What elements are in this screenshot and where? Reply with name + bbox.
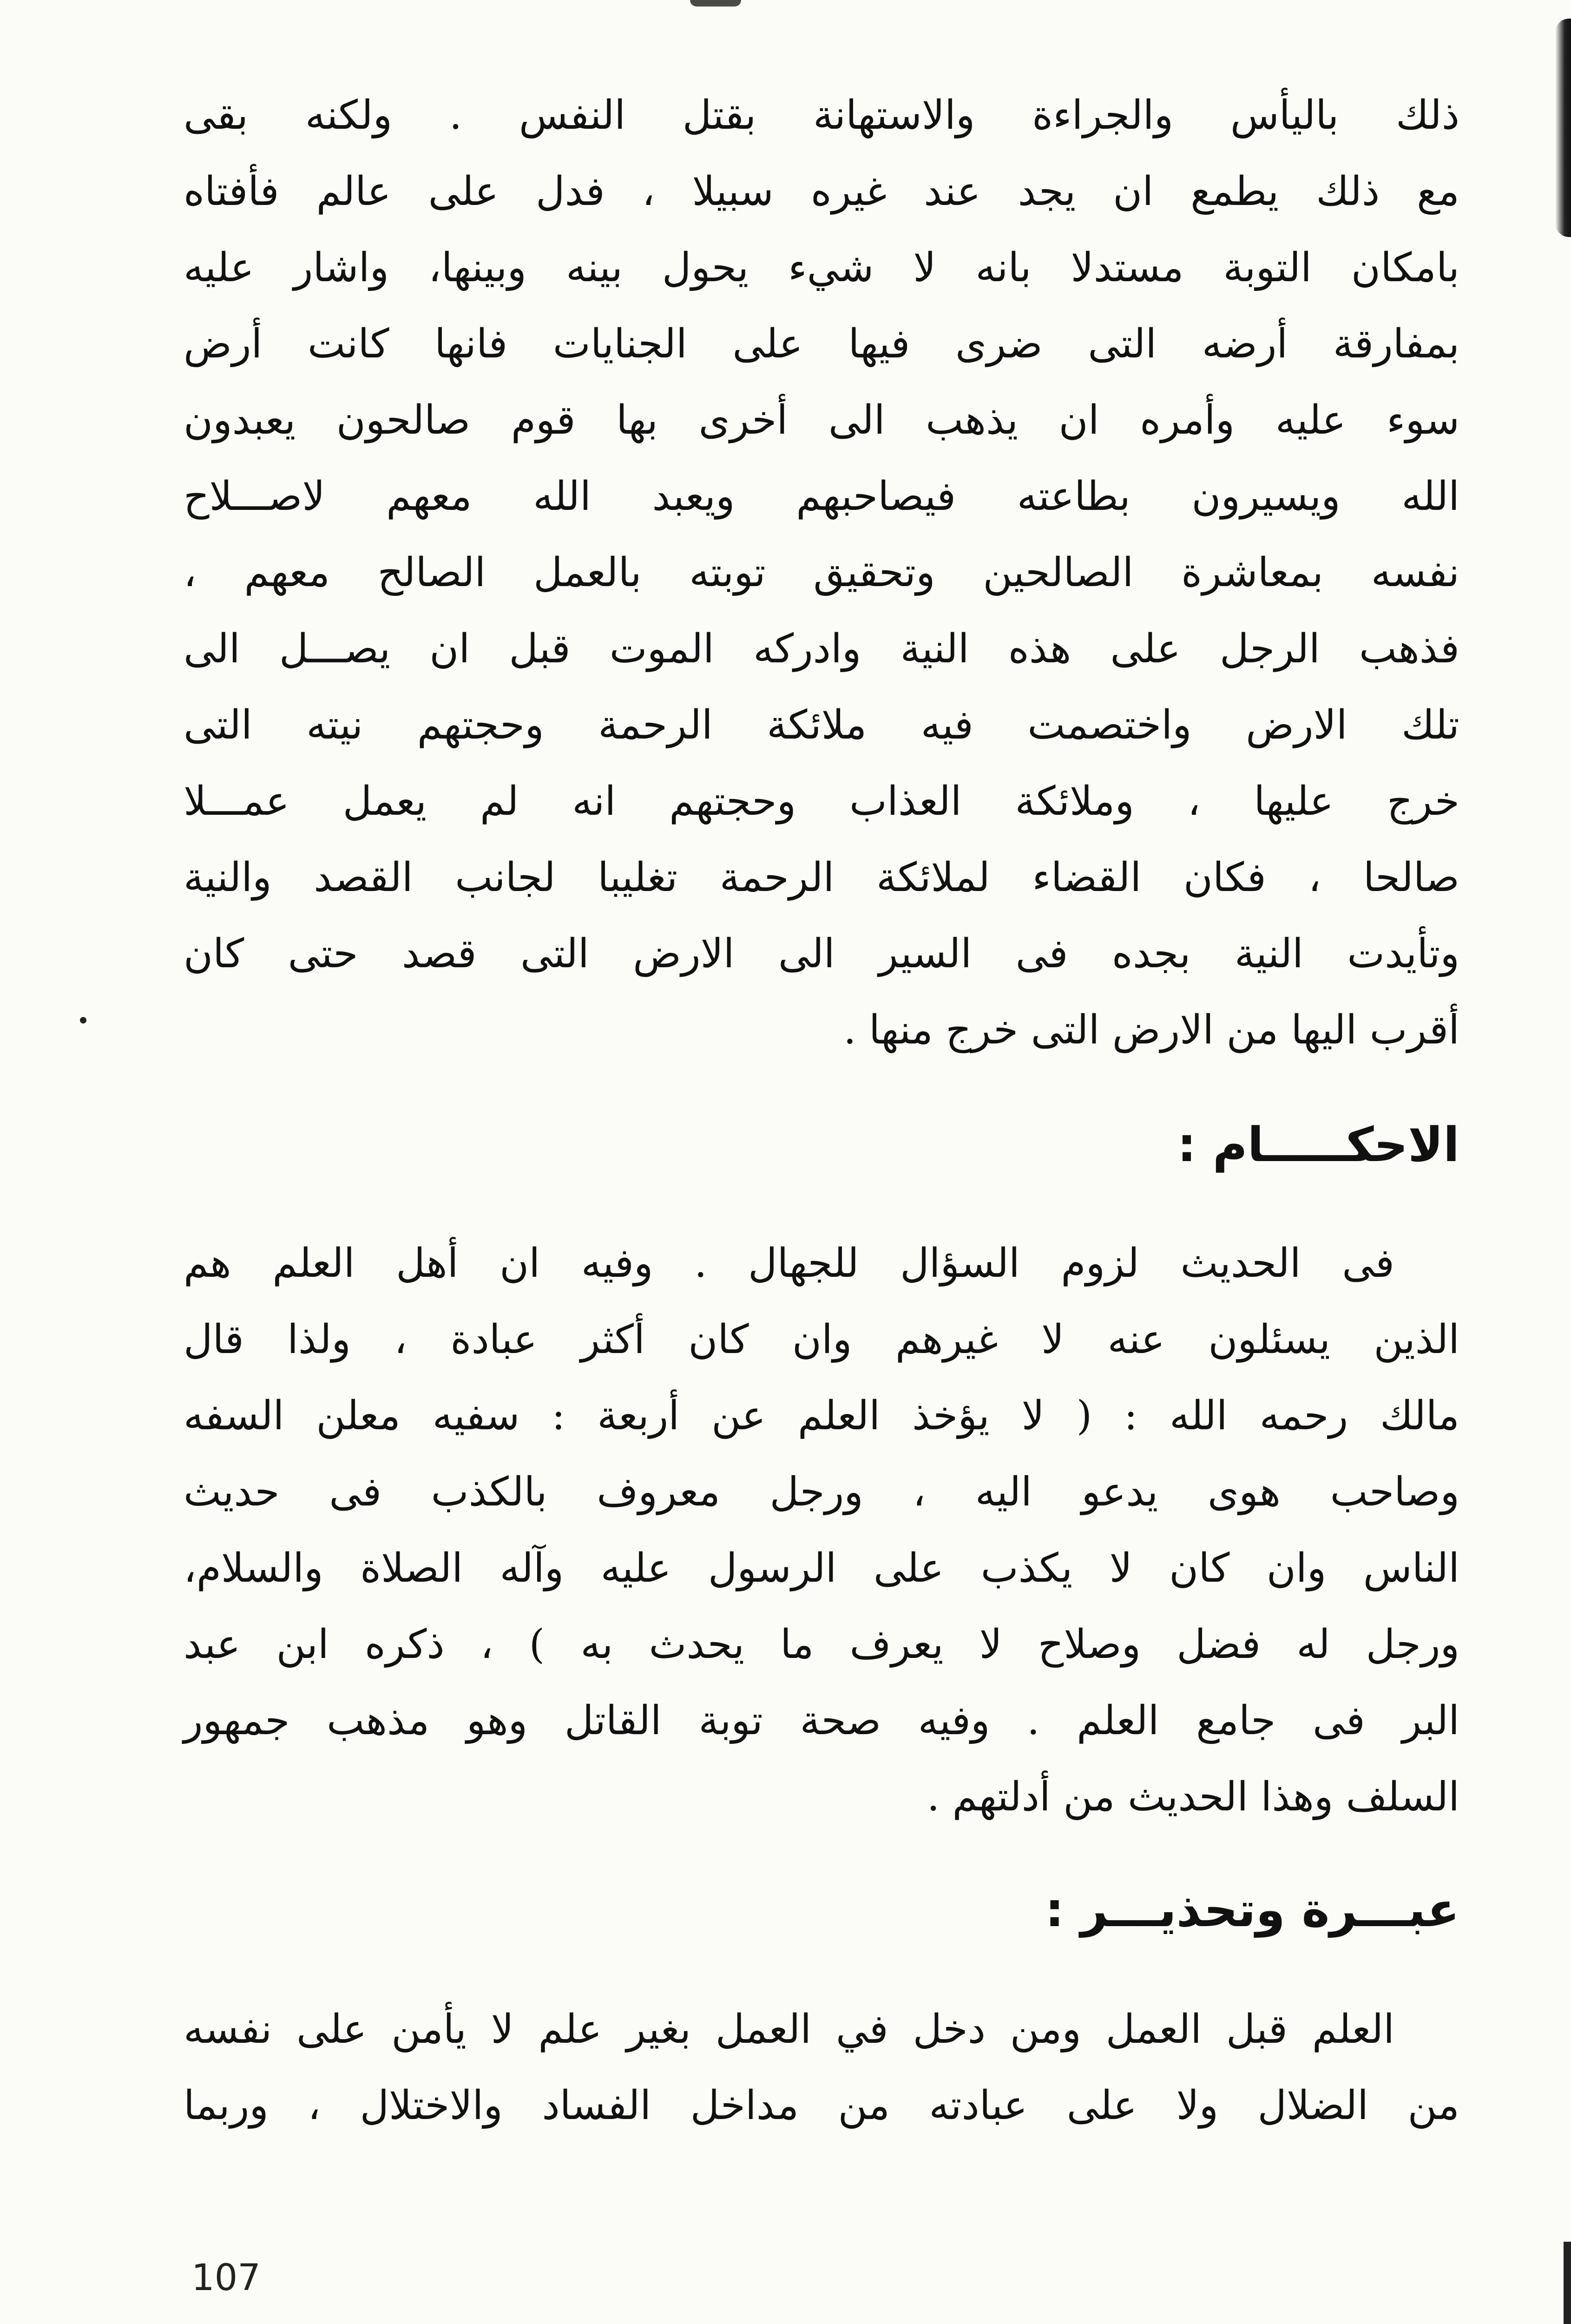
text-line: أقرب اليها من الارض التى خرج منها . — [843, 1007, 1459, 1053]
scan-shadow-bottom-right — [1564, 2242, 1571, 2324]
text-line: تلك الارض واختصمت فيه ملائكة الرحمة وحجتهم نيته التى — [184, 702, 1459, 748]
text-line: السلف وهذا الحديث من أدلتهم . — [927, 1774, 1459, 1820]
text-line: فى الحديث لزوم السؤال للجهال . وفيه ان أهل العلم هم — [184, 1240, 1394, 1287]
text-line: البر فى جامع العلم . وفيه صحة توبة القاتل وهو مذهب جمهور — [184, 1697, 1459, 1744]
text-line: مع ذلك يطمع ان يجد عند غيره سبيلا ، فدل على عالم فأفتاه — [184, 168, 1459, 215]
text-line: بامكان التوبة مستدلا بانه لا شيء يحول بينه وبينها، واشار عليه — [184, 244, 1459, 291]
text-line: الناس وان كان لا يكذب على الرسول عليه وآله الصلاة والسلام، — [184, 1545, 1459, 1591]
section-heading-lesson: عبـــرة وتحذيـــر : — [1045, 1882, 1459, 1938]
paragraph-1 — [184, 77, 1459, 1068]
page-number: 107 — [191, 2257, 261, 2299]
text-line: خرج عليها ، وملائكة العذاب وحجتهم انه لم يعمل عمـــلا — [184, 778, 1459, 825]
section-heading-rulings: الاحكـــــام : — [1177, 1117, 1459, 1173]
text-line: الذين يسئلون عنه لا غيرهم وان كان أكثر عبادة ، ولذا قال — [184, 1316, 1459, 1363]
text-line: وصاحب هوى يدعو اليه ، ورجل معروف بالكذب فى حديث — [184, 1469, 1459, 1515]
paragraph-2 — [184, 1225, 1459, 1835]
text-line: نفسه بمعاشرة الصالحين وتحقيق توبته بالعمل الصالح معهم ، — [184, 549, 1459, 596]
scan-shadow-right — [1555, 19, 1571, 237]
text-line: العلم قبل العمل ومن دخل في العمل بغير علم لا يأمن على نفسه — [184, 2006, 1394, 2053]
text-line: الله ويسيرون بطاعته فيصاحبهم ويعبد الله معهم لاصـــلاح — [184, 473, 1459, 520]
text-line: وتأيدت النية بجده فى السير الى الارض التى قصد حتى كان — [184, 931, 1459, 977]
text-line: صالحا ، فكان القضاء لملائكة الرحمة تغليبا لجانب القصد والنية — [184, 854, 1459, 901]
text-line: بمفارقة أرضه التى ضرى فيها على الجنايات فانها كانت أرض — [184, 321, 1459, 367]
text-line: سوء عليه وأمره ان يذهب الى أخرى بها قوم صالحون يعبدون — [184, 397, 1460, 443]
text-line: مالك رحمه الله : ( لا يؤخذ العلم عن أربعة : سفيه معلن السفه — [184, 1393, 1459, 1439]
text-line: ورجل له فضل وصلاح لا يعرف ما يحدث به ) ، ذكره ابن عبد — [184, 1621, 1459, 1668]
paragraph-3 — [184, 1991, 1459, 2144]
text-line: فذهب الرجل على هذه النية وادركه الموت قبل ان يصـــل الى — [184, 626, 1459, 672]
text-line: ذلك باليأس والجراءة والاستهانة بقتل النفس . ولكنه بقى — [184, 92, 1459, 139]
text-line: من الضلال ولا على عبادته من مداخل الفساد والاختلال ، وربما — [184, 2082, 1459, 2129]
scan-mark-top — [690, 0, 741, 7]
scan-speck — [80, 1017, 86, 1023]
